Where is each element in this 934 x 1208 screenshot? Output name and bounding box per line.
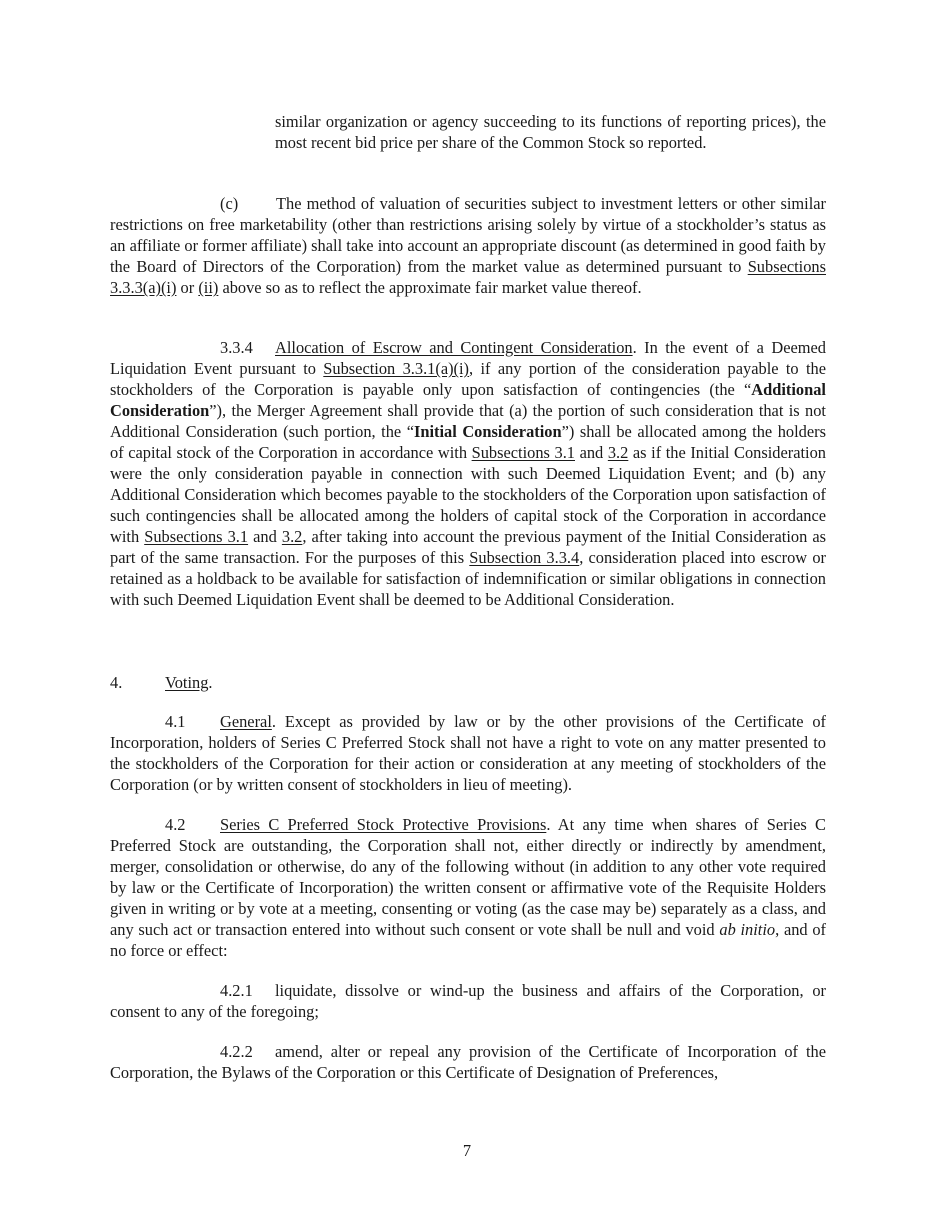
section-4-2-2	[110, 1041, 826, 1083]
section-number: 4.	[110, 673, 123, 692]
paragraph-text: or	[176, 278, 199, 297]
paragraph-text: above so as to reflect the approximate fair market value thereof.	[218, 278, 642, 297]
cross-reference: Subsections 3.1	[471, 443, 575, 462]
paragraph-text: as if the Initial Consideration were the only consideration payable in connection with such Deemed Liquidation Event; and (b) any Additional Consideration which becomes payable to the stockholders of the Corporation upon satisfaction of such contingencies shall be allocated among the holders of capital stock of the Corporation in accordance with	[110, 443, 827, 546]
section-4-2-1	[110, 980, 826, 1022]
section-heading: Voting	[165, 673, 209, 692]
paragraph-text: , consideration placed into escrow or retained as a holdback to be available for satisfaction of indemnification or similar obligations in connection with such Deemed Liquidation Event shall be deemed to be Additional Consideration.	[110, 548, 826, 609]
paragraph-text: . In the event of a Deemed Liquidation Event pursuant to	[110, 338, 826, 378]
cross-reference: Subsection 3.3.1(a)(i)	[323, 359, 470, 378]
section-heading: General	[220, 712, 272, 731]
paragraph-reporting-prices	[275, 111, 826, 153]
paragraph-text: amend, alter or repeal any provision of the Certificate of Incorporation of the Corporation, the Bylaws of the Corporation or this Certificate of Designation of Preferences,	[110, 1042, 826, 1082]
paragraph-text: and	[248, 527, 282, 546]
section-3-3-4	[110, 337, 826, 610]
section-4-heading	[110, 672, 826, 693]
section-number: 4.2.2	[220, 1042, 253, 1061]
paragraph-c-valuation	[110, 193, 826, 298]
cross-reference: (ii)	[198, 278, 219, 297]
cross-reference: Subsections 3.1	[144, 527, 249, 546]
clause-label: (c)	[220, 194, 239, 213]
section-number: 4.1	[165, 712, 186, 731]
paragraph-text: The method of valuation of securities subject to investment letters or other similar restrictions on free marketability (other than restrictions arising solely by virtue of a stockholder’s status as an affiliate or former affiliate) shall take into account an appropriate discount (as determined in good faith by the Board of Directors of the Corporation) from the market value as determined pursuant to	[110, 194, 826, 276]
cross-reference: Subsections 3.3.3(a)(i)	[110, 257, 826, 297]
section-number: 4.2.1	[220, 981, 253, 1000]
section-number: 4.2	[165, 815, 186, 834]
defined-term: Initial Consideration	[413, 422, 562, 441]
paragraph-text: . At any time when shares of Series C Preferred Stock are outstanding, the Corporation shall not, either directly or indirectly by amendment, merger, consolidation or otherwise, do any of the following without (in addition to any other vote required by law or the Certificate of Incorporation) the written consent or affirmative vote of the Requisite Holders given in writing or by vote at a meeting, consenting or voting (as the case may be) separately as a class, and any such act or transaction entered into without such consent or vote shall be null and void	[110, 815, 826, 939]
paragraph-text: ”) shall be allocated among the holders of capital stock of the Corporation in accordance with	[110, 422, 826, 462]
paragraph-text: , and of no force or effect:	[110, 920, 826, 960]
paragraph-text: ”), the Merger Agreement shall provide that (a) the portion of such consideration that is not Additional Consideration (such portion, the “	[110, 401, 826, 441]
section-number: 3.3.4	[220, 338, 253, 357]
cross-reference: Subsection 3.3.4	[469, 548, 580, 567]
cross-reference: 3.2	[281, 527, 303, 546]
section-heading: Allocation of Escrow and Contingent Consideration	[275, 338, 633, 357]
defined-term: Additional Consideration	[110, 380, 826, 420]
paragraph-text: liquidate, dissolve or wind-up the business and affairs of the Corporation, or consent to any of the foregoing;	[110, 981, 826, 1021]
paragraph-text: and	[575, 443, 608, 462]
cross-reference: 3.2	[607, 443, 629, 462]
section-heading: Series C Preferred Stock Protective Provisions	[220, 815, 547, 834]
section-4-2	[110, 814, 826, 961]
italic-phrase: ab initio	[719, 920, 776, 939]
paragraph-text: similar organization or agency succeeding to its functions of reporting prices), the most recent bid price per share of the Common Stock so reported.	[275, 112, 826, 152]
page-number: 7	[462, 1141, 472, 1160]
paragraph-text: . Except as provided by law or by the other provisions of the Certificate of Incorporation, holders of Series C Preferred Stock shall not have a right to vote on any matter presented to the stockholders of the Corporation for their action or consideration at any meeting of stockholders of the Corporation (or by written consent of stockholders in lieu of meeting).	[110, 712, 826, 794]
paragraph-text: , after taking into account the previous payment of the Initial Consideration as part of the same transaction. For the purposes of this	[110, 527, 826, 567]
paragraph-text: , if any portion of the consideration payable to the stockholders of the Corporation is payable only upon satisfaction of contingencies (the “	[110, 359, 826, 399]
heading-punctuation: .	[208, 673, 213, 692]
section-4-1	[110, 711, 826, 795]
